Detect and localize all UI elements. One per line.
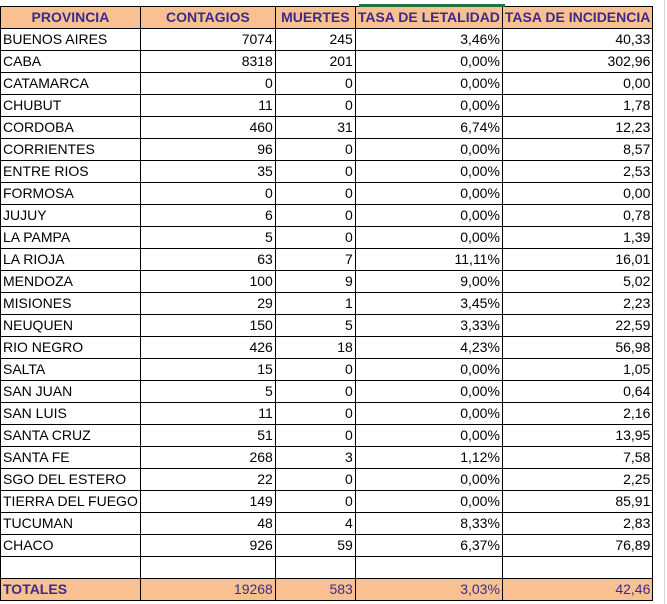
header-row — [1, 7, 653, 29]
cell-contagios[interactable]: 63 — [140, 249, 275, 271]
blank-row — [1, 557, 653, 579]
table-row — [1, 535, 653, 557]
totals-muertes[interactable]: 583 — [275, 579, 355, 601]
cell-incidencia[interactable]: 0,64 — [502, 381, 652, 403]
cell-provincia[interactable]: SAN JUAN — [1, 381, 141, 403]
table-row — [1, 293, 653, 315]
header-tasa-letalidad[interactable]: TASA DE LETALIDAD — [355, 7, 502, 29]
table-row — [1, 469, 653, 491]
table-row — [1, 271, 653, 293]
cell-provincia[interactable]: SANTA CRUZ — [1, 425, 141, 447]
cell-provincia[interactable]: RIO NEGRO — [1, 337, 141, 359]
totals-contagios[interactable]: 19268 — [140, 579, 275, 601]
cell-letalidad[interactable]: 0,00% — [355, 227, 502, 249]
cell-incidencia[interactable]: 1,78 — [502, 95, 652, 117]
cell-muertes[interactable]: 0 — [275, 73, 355, 95]
cell-incidencia[interactable]: 40,33 — [502, 29, 652, 51]
cell-provincia[interactable]: CHUBUT — [1, 95, 141, 117]
cell-contagios[interactable]: 51 — [140, 425, 275, 447]
cell-letalidad[interactable]: 0,00% — [355, 73, 502, 95]
cell-contagios[interactable]: 5 — [140, 381, 275, 403]
cell-muertes[interactable]: 7 — [275, 249, 355, 271]
cell[interactable] — [502, 557, 652, 579]
cell-muertes[interactable]: 4 — [275, 513, 355, 535]
cell-provincia[interactable]: FORMOSA — [1, 183, 141, 205]
cell-provincia[interactable]: SANTA FE — [1, 447, 141, 469]
table-row — [1, 447, 653, 469]
table-row — [1, 205, 653, 227]
cell-incidencia[interactable]: 0,78 — [502, 205, 652, 227]
cell-incidencia[interactable]: 2,16 — [502, 403, 652, 425]
cell-letalidad[interactable]: 0,00% — [355, 403, 502, 425]
cell[interactable] — [140, 557, 275, 579]
cell[interactable] — [355, 557, 502, 579]
cell-letalidad[interactable]: 6,74% — [355, 117, 502, 139]
cell-contagios[interactable]: 100 — [140, 271, 275, 293]
table-row — [1, 513, 653, 535]
cell-muertes[interactable]: 245 — [275, 29, 355, 51]
table-row — [1, 51, 653, 73]
cell-muertes[interactable]: 3 — [275, 447, 355, 469]
cell-contagios[interactable]: 926 — [140, 535, 275, 557]
cell-contagios[interactable]: 268 — [140, 447, 275, 469]
cell-muertes[interactable]: 0 — [275, 469, 355, 491]
cell-provincia[interactable]: MISIONES — [1, 293, 141, 315]
table-row — [1, 183, 653, 205]
cell-muertes[interactable]: 0 — [275, 491, 355, 513]
table-row — [1, 227, 653, 249]
cell-letalidad[interactable]: 0,00% — [355, 359, 502, 381]
cell-letalidad[interactable]: 0,00% — [355, 51, 502, 73]
cell-contagios[interactable]: 0 — [140, 183, 275, 205]
covid-province-table — [0, 6, 653, 601]
table-row — [1, 381, 653, 403]
cell-provincia[interactable]: NEUQUEN — [1, 315, 141, 337]
cell-letalidad[interactable]: 9,00% — [355, 271, 502, 293]
cell-provincia[interactable]: SGO DEL ESTERO — [1, 469, 141, 491]
cell-provincia[interactable]: MENDOZA — [1, 271, 141, 293]
cell-muertes[interactable]: 0 — [275, 381, 355, 403]
header-tasa-incidencia[interactable]: TASA DE INCIDENCIA — [502, 7, 652, 29]
table-row — [1, 29, 653, 51]
cell-incidencia[interactable]: 2,83 — [502, 513, 652, 535]
cell-letalidad[interactable]: 0,00% — [355, 469, 502, 491]
cell-provincia[interactable]: CHACO — [1, 535, 141, 557]
cell-letalidad[interactable]: 0,00% — [355, 183, 502, 205]
cell-muertes[interactable]: 1 — [275, 293, 355, 315]
totals-row — [1, 579, 653, 601]
cell-incidencia[interactable]: 13,95 — [502, 425, 652, 447]
cell-muertes[interactable]: 9 — [275, 271, 355, 293]
cell-letalidad[interactable]: 4,23% — [355, 337, 502, 359]
cell-contagios[interactable]: 11 — [140, 95, 275, 117]
cell-contagios[interactable]: 460 — [140, 117, 275, 139]
cell-letalidad[interactable]: 6,37% — [355, 535, 502, 557]
cell-contagios[interactable]: 15 — [140, 359, 275, 381]
cell-letalidad[interactable]: 3,46% — [355, 29, 502, 51]
table-row — [1, 491, 653, 513]
cell-muertes[interactable]: 0 — [275, 161, 355, 183]
cell-contagios[interactable]: 6 — [140, 205, 275, 227]
cell-contagios[interactable]: 5 — [140, 227, 275, 249]
table-row — [1, 73, 653, 95]
sheet-gridline — [664, 0, 665, 604]
cell-incidencia[interactable]: 2,53 — [502, 161, 652, 183]
cell-muertes[interactable]: 0 — [275, 139, 355, 161]
cell-incidencia[interactable]: 2,25 — [502, 469, 652, 491]
totals-label[interactable]: TOTALES — [1, 579, 141, 601]
header-contagios[interactable]: CONTAGIOS — [140, 7, 275, 29]
cell-muertes[interactable]: 0 — [275, 183, 355, 205]
cell-muertes[interactable]: 0 — [275, 205, 355, 227]
cell-incidencia[interactable]: 302,96 — [502, 51, 652, 73]
cell-incidencia[interactable]: 1,39 — [502, 227, 652, 249]
cell-contagios[interactable]: 150 — [140, 315, 275, 337]
cell[interactable] — [275, 557, 355, 579]
cell-muertes[interactable]: 18 — [275, 337, 355, 359]
cell-letalidad[interactable]: 3,33% — [355, 315, 502, 337]
cell-provincia[interactable]: SAN LUIS — [1, 403, 141, 425]
cell-provincia[interactable]: CATAMARCA — [1, 73, 141, 95]
cell-incidencia[interactable]: 12,23 — [502, 117, 652, 139]
cell-provincia[interactable]: TUCUMAN — [1, 513, 141, 535]
cell-letalidad[interactable]: 8,33% — [355, 513, 502, 535]
cell-letalidad[interactable]: 0,00% — [355, 161, 502, 183]
table-row — [1, 95, 653, 117]
cell-muertes[interactable]: 0 — [275, 403, 355, 425]
table-row — [1, 359, 653, 381]
cell-provincia[interactable]: SALTA — [1, 359, 141, 381]
cell-provincia[interactable]: ENTRE RIOS — [1, 161, 141, 183]
cell-contagios[interactable]: 149 — [140, 491, 275, 513]
cell-letalidad[interactable]: 0,00% — [355, 491, 502, 513]
cell-contagios[interactable]: 48 — [140, 513, 275, 535]
cell-muertes[interactable]: 0 — [275, 227, 355, 249]
cell-provincia[interactable]: CORRIENTES — [1, 139, 141, 161]
table-row — [1, 403, 653, 425]
cell-contagios[interactable]: 8318 — [140, 51, 275, 73]
totals-incidencia[interactable]: 42,46 — [502, 579, 652, 601]
cell-contagios[interactable]: 11 — [140, 403, 275, 425]
cell-incidencia[interactable]: 5,02 — [502, 271, 652, 293]
cell-incidencia[interactable]: 0,00 — [502, 183, 652, 205]
cell-incidencia[interactable]: 1,05 — [502, 359, 652, 381]
cell-incidencia[interactable]: 2,23 — [502, 293, 652, 315]
table-row — [1, 425, 653, 447]
cell-muertes[interactable]: 0 — [275, 359, 355, 381]
cell-contagios[interactable]: 0 — [140, 73, 275, 95]
header-provincia[interactable]: PROVINCIA — [1, 7, 141, 29]
cell-muertes[interactable]: 5 — [275, 315, 355, 337]
cell-letalidad[interactable]: 0,00% — [355, 425, 502, 447]
table-row — [1, 117, 653, 139]
cell-incidencia[interactable]: 22,59 — [502, 315, 652, 337]
cell-incidencia[interactable]: 0,00 — [502, 73, 652, 95]
cell-letalidad[interactable]: 0,00% — [355, 381, 502, 403]
cell-contagios[interactable]: 29 — [140, 293, 275, 315]
cell-letalidad[interactable]: 0,00% — [355, 205, 502, 227]
table-row — [1, 249, 653, 271]
totals-letalidad[interactable]: 3,03% — [355, 579, 502, 601]
cell-provincia[interactable]: CORDOBA — [1, 117, 141, 139]
cell-muertes[interactable]: 59 — [275, 535, 355, 557]
cell-muertes[interactable]: 201 — [275, 51, 355, 73]
cell-provincia[interactable]: LA PAMPA — [1, 227, 141, 249]
cell-muertes[interactable]: 0 — [275, 425, 355, 447]
cell-muertes[interactable]: 0 — [275, 95, 355, 117]
cell[interactable] — [1, 557, 141, 579]
cell-letalidad[interactable]: 0,00% — [355, 139, 502, 161]
cell-provincia[interactable]: BUENOS AIRES — [1, 29, 141, 51]
table-row — [1, 139, 653, 161]
header-muertes[interactable]: MUERTES — [275, 7, 355, 29]
cell-contagios[interactable]: 7074 — [140, 29, 275, 51]
cell-letalidad[interactable]: 11,11% — [355, 249, 502, 271]
table-row — [1, 337, 653, 359]
cell-incidencia[interactable]: 8,57 — [502, 139, 652, 161]
cell-muertes[interactable]: 31 — [275, 117, 355, 139]
cell-incidencia[interactable]: 76,89 — [502, 535, 652, 557]
cell-contagios[interactable]: 426 — [140, 337, 275, 359]
table-row — [1, 161, 653, 183]
cell-incidencia[interactable]: 56,98 — [502, 337, 652, 359]
cell-contagios[interactable]: 22 — [140, 469, 275, 491]
cell-incidencia[interactable]: 16,01 — [502, 249, 652, 271]
cell-letalidad[interactable]: 1,12% — [355, 447, 502, 469]
cell-contagios[interactable]: 96 — [140, 139, 275, 161]
cell-provincia[interactable]: LA RIOJA — [1, 249, 141, 271]
cell-provincia[interactable]: TIERRA DEL FUEGO — [1, 491, 141, 513]
cell-provincia[interactable]: CABA — [1, 51, 141, 73]
cell-incidencia[interactable]: 85,91 — [502, 491, 652, 513]
cell-provincia[interactable]: JUJUY — [1, 205, 141, 227]
cell-contagios[interactable]: 35 — [140, 161, 275, 183]
table-row — [1, 315, 653, 337]
selected-cell-indicator — [359, 4, 505, 7]
cell-incidencia[interactable]: 7,58 — [502, 447, 652, 469]
cell-letalidad[interactable]: 3,45% — [355, 293, 502, 315]
cell-letalidad[interactable]: 0,00% — [355, 95, 502, 117]
